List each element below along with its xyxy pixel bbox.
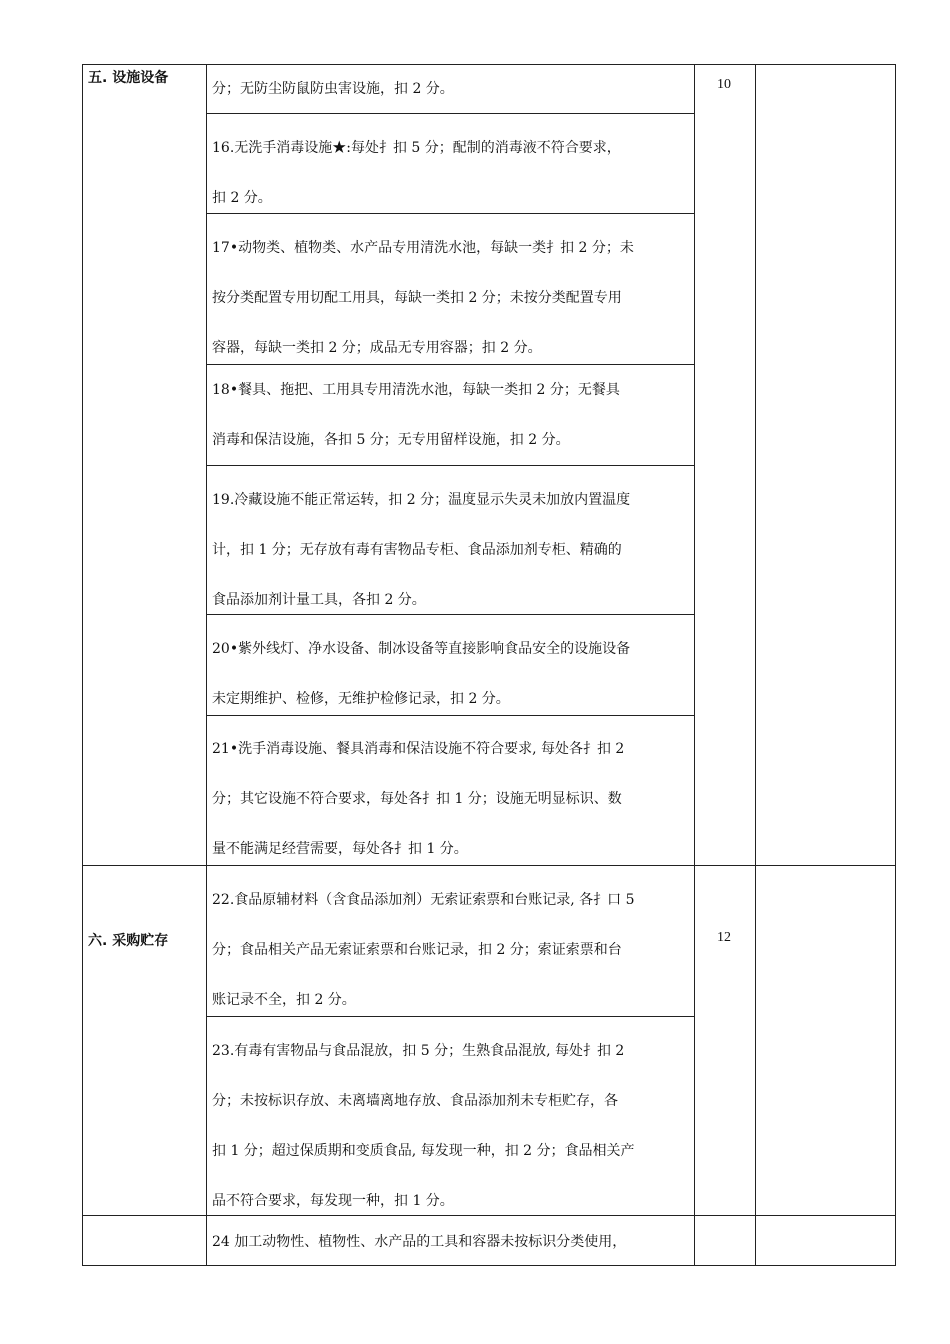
item-text-line: 扣 2 分。 <box>212 190 272 206</box>
item-text-line: 17•动物类、植物类、水产品专用清洗水池，每缺一类扌扣 2 分；未 <box>212 240 634 256</box>
item-text-line: 未定期维护、检修，无维护检修记录，扣 2 分。 <box>212 691 510 707</box>
row-divider <box>206 113 694 114</box>
item-text-line: 24 加工动物性、植物性、水产品的工具和容器未按标识分类使用， <box>212 1234 627 1250</box>
column-divider <box>206 64 207 1266</box>
item-text-line: 消毒和保洁设施，各扣 5 分；无专用留样设施，扣 2 分。 <box>212 432 570 448</box>
table-border-right <box>895 64 896 1266</box>
row-divider <box>206 1016 694 1017</box>
section-divider <box>82 865 895 866</box>
item-text-line: 计，扣 1 分；无存放有毒有害物品专柜、食品添加剂专柜、精确的 <box>212 542 622 558</box>
item-17 <box>212 223 690 373</box>
item-21 <box>212 724 690 874</box>
item-18 <box>212 365 690 465</box>
item-text-line: 18•餐具、拖把、工用具专用清洗水池，每缺一类扣 2 分；无餐具 <box>212 382 620 398</box>
item-20 <box>212 624 690 724</box>
item-text-line: 容器，每缺一类扣 2 分；成品无专用容器；扣 2 分。 <box>212 340 542 356</box>
row-divider <box>206 364 694 365</box>
category-facilities-equipment: 五. 设施设备 <box>88 70 169 86</box>
item-text-line: 21•洗手消毒设施、餐具消毒和保洁设施不符合要求, 每处各扌扣 2 <box>212 741 625 757</box>
table-border-top <box>82 64 895 65</box>
item-text-line: 分；食品相关产品无索证索票和台账记录，扣 2 分；索证索票和台 <box>212 942 622 958</box>
item-text-line: 分；其它设施不符合要求，每处各扌扣 1 分；设施无明显标识、数 <box>212 791 622 807</box>
score-facilities-equipment: 10 <box>717 77 731 92</box>
score-purchase-storage: 12 <box>717 930 731 945</box>
item-19 <box>212 475 690 625</box>
item-text-line: 16.无洗手消毒设施★:每处扌扣 5 分；配制的消毒液不符合要求， <box>212 140 621 156</box>
row-divider <box>206 465 694 466</box>
category-purchase-storage: 六. 采购贮存 <box>88 933 169 949</box>
item-text-line: 20•紫外线灯、净水设备、制冰设备等直接影响食品安全的设施设备 <box>212 641 631 657</box>
item-text-line: 扣 1 分；超过保质期和变质食品, 每发现一种，扣 2 分；食品相关产 <box>212 1143 635 1159</box>
item-16 <box>212 123 690 223</box>
item-text-line: 食品添加剂计量工具，各扣 2 分。 <box>212 592 426 608</box>
item-text-line: 量不能满足经营需要，每处各扌扣 1 分。 <box>212 841 468 857</box>
item-text-line: 23.有毒有害物品与食品混放，扣 5 分；生熟食品混放, 每处扌扣 2 <box>212 1043 625 1059</box>
table-border-bottom <box>82 1265 895 1266</box>
item-23 <box>212 1026 690 1226</box>
item-24 <box>212 1217 690 1267</box>
item-text-line: 19.冷藏设施不能正常运转，扣 2 分；温度显示失灵未加放内置温度 <box>212 492 631 508</box>
column-divider <box>694 64 695 1266</box>
section-divider <box>82 1215 895 1216</box>
row-divider <box>206 213 694 214</box>
item-text-line: 账记录不全，扣 2 分。 <box>212 992 356 1008</box>
table-border-left <box>82 64 83 1266</box>
item-text-line: 品不符合要求，每发现一种，扣 1 分。 <box>212 1193 454 1209</box>
item-text-line: 按分类配置专用切配工用具，每缺一类扣 2 分；未按分类配置专用 <box>212 290 622 306</box>
item-text-line: 分；未按标识存放、未离墙离地存放、食品添加剂未专柜贮存，各 <box>212 1093 618 1109</box>
item-22 <box>212 875 690 1025</box>
item-text-line: 22.食品原辅材料（含食品添加剂）无索证索票和台账记录, 各扌口 5 <box>212 892 635 908</box>
row-divider <box>206 715 694 716</box>
item-text-line: 分；无防尘防鼠防虫害设施，扣 2 分。 <box>212 81 454 97</box>
row-divider <box>206 614 694 615</box>
column-divider <box>755 64 756 1266</box>
item-15-continued <box>212 64 690 114</box>
